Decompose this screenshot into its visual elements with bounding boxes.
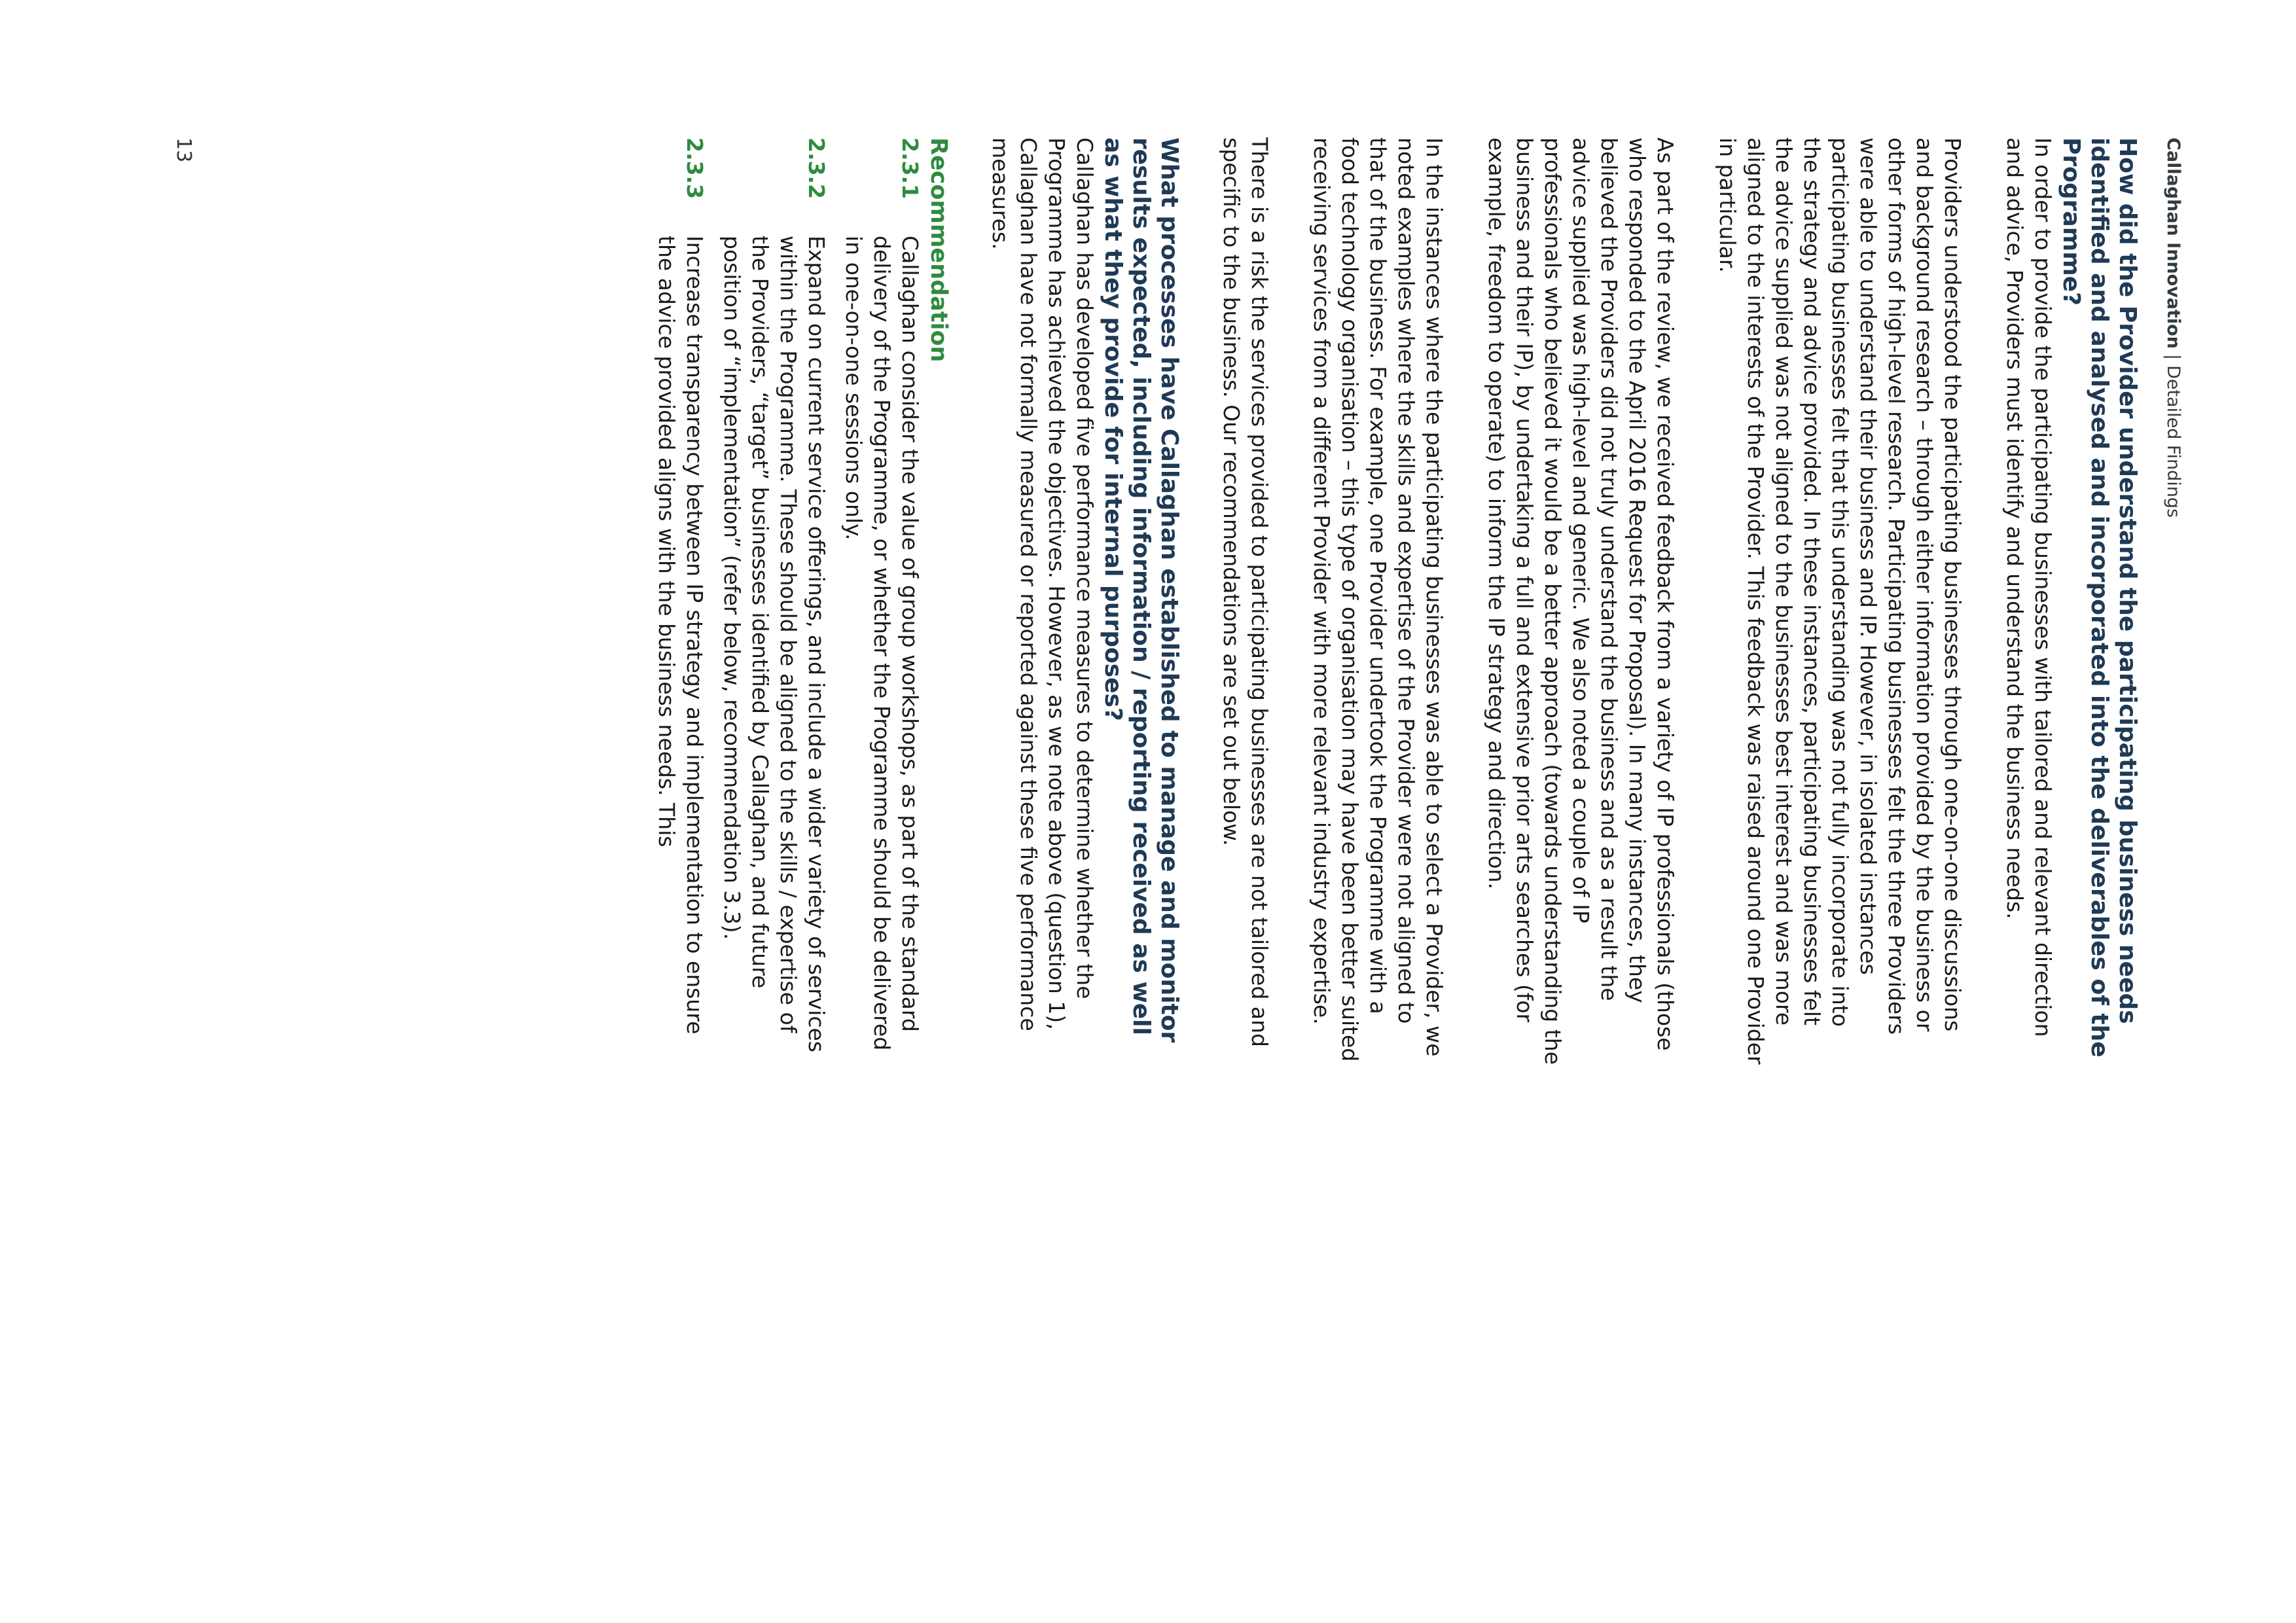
recommendation-item — [718, 137, 831, 1067]
recommendation-item — [653, 137, 709, 1067]
recommendation-text: Expand on current service offerings, and include a wider variety of services within the Programme. These should be aligned to the skills / expertise of the Providers, “target” businesses identified by Callaghan, and future position of “implementation” (refer below, recommendation 3.3). — [719, 236, 829, 1052]
recommendation-text: Callaghan consider the value of group workshops, as part of the standard delivery of the Programme, or whether the Programme should be delivered in one-on-one sessions only. — [841, 236, 923, 1051]
section1-paragraph-4: In the instances where the participating businesses was able to select a Provider, we noted examples where the skills and expertise of the Provider were not aligned to that of the business. For example, one Provider undertook the Programme with a food technology organisation – this type of organisation may have been better suited receiving services from a different Provider with more relevant industry expertise. — [1309, 137, 1447, 1062]
recommendation-item — [840, 137, 924, 1067]
recommendation-number: 2.3.1 — [897, 137, 923, 199]
recommendation-heading: Recommendation — [925, 137, 952, 363]
recommendation-number: 2.3.3 — [682, 137, 708, 199]
section1-paragraph-2: Providers understood the participating businesses through one-on-one discussions and background research – through either information provided by the business or other forms of high-level research. Participating businesses felt the three Providers were able to understand their business and IP. However, in isolated instances participating businesses felt that this understanding was not fully incorporate into the strategy and advice provided. In these instances, participating businesses felt the advice supplied was not aligned to the businesses best interest and was more aligned to the interests of the Provider. This feedback was raised around one Provider in particular. — [1715, 137, 1965, 1065]
section2-paragraph-1: Callaghan has developed five performance measures to determine whether the Programme has achieved the objectives. However, as we note above (question 1), Callaghan have not formally measured or reported against these five performance measures. — [988, 137, 1098, 1031]
section1-paragraph-1: In order to provide the participating businesses with tailored and relevant direction and advice, Providers must identify and understand the business needs. — [2002, 137, 2056, 1037]
page-content — [643, 137, 2142, 1067]
recommendation-text: Increase transparency between IP strategy and implementation to ensure the advice provided aligns with the business needs. This — [654, 236, 708, 1035]
section2-heading: What processes have Callaghan established to manage and monitor results expected, including information / reporting received as well as what they provide for internal purposes? — [1100, 137, 1183, 1043]
recommendation-number: 2.3.2 — [804, 137, 829, 199]
page-header — [2161, 137, 2185, 518]
section1-paragraph-3: As part of the review, we received feedback from a variety of IP professionals (those who responded to the April 2016 Request for Proposal). In many instances, they believed the Providers did not truly understand the business and as a result the advice supplied was high-level and generic. We also noted a couple of IP professionals who believed it would be a better approach (towards understanding the business and their IP), by undertaking a full and extensive prior arts searches (for example, freedom to operate) to inform the IP strategy and direction. — [1484, 137, 1678, 1065]
section1-paragraph-5: There is a risk the services provided to participating businesses are not tailored and specific to the business. Our recommendations are set out below. — [1219, 137, 1272, 1047]
header-section: Detailed Findings — [2163, 365, 2183, 518]
header-brand: Callaghan Innovation — [2163, 137, 2183, 349]
section1-heading: How did the Provider understand the participating business needs identified and analysed and incorporated into the deliverables of the Programme? — [2058, 137, 2141, 1058]
header-separator: | — [2163, 353, 2183, 361]
page-number: 13 — [172, 137, 195, 163]
